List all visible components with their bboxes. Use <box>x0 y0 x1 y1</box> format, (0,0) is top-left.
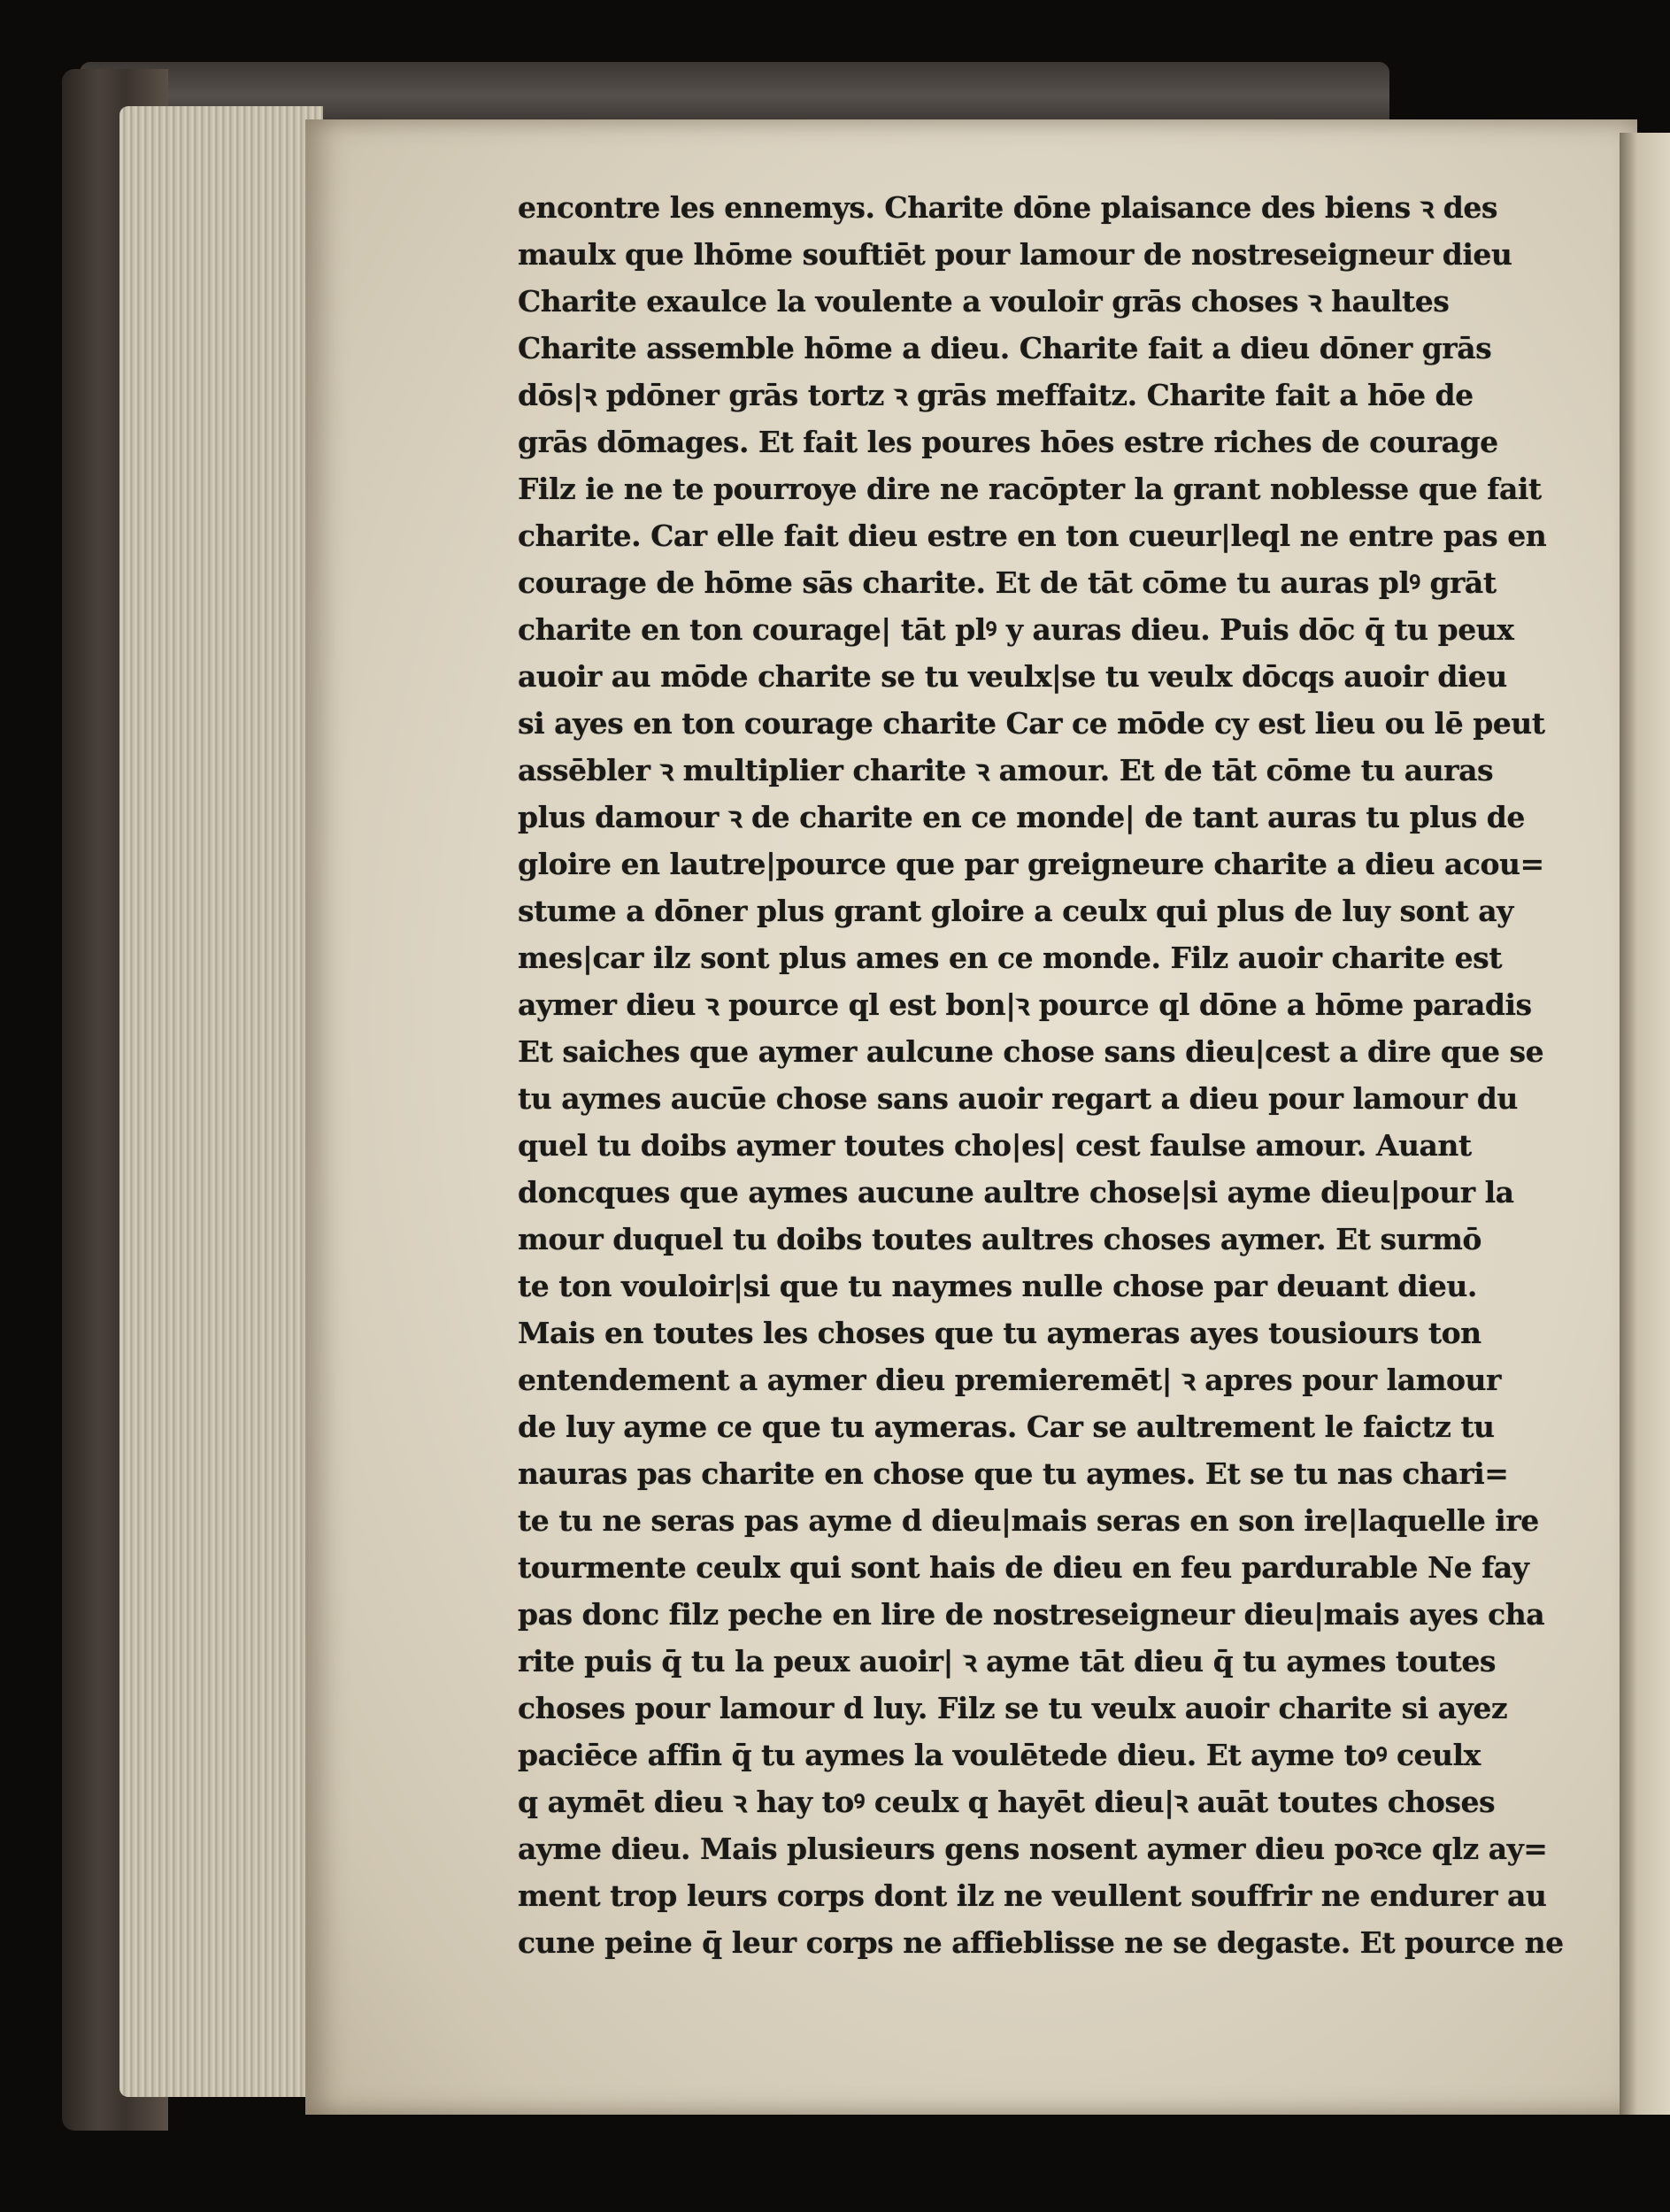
text-line: te tu ne seras pas ayme d dieu|mais seras en son ire|laquelle ire <box>518 1503 1539 1538</box>
text-line: quel tu doibs aymer toutes cho|es| cest faulse amour. Auant <box>518 1128 1472 1163</box>
text-line: charite en ton courage| tāt plꝰ y auras dieu. Puis dōc q̄ tu peux <box>518 612 1514 647</box>
text-line: doncques que aymes aucune aultre chose|si ayme dieu|pour la <box>518 1175 1514 1210</box>
text-line: choses pour lamour d luy. Filz se tu veulx auoir charite si ayez <box>518 1691 1508 1725</box>
text-line: tu aymes aucūe chose sans auoir regart a dieu pour lamour du <box>518 1081 1518 1116</box>
text-line: rite puis q̄ tu la peux auoir| ꝛ ayme tāt dieu q̄ tu aymes toutes <box>518 1644 1496 1678</box>
text-line: courage de hōme sās charite. Et de tāt cōme tu auras plꝰ grāt <box>518 565 1497 600</box>
text-line: Mais en toutes les choses que tu aymeras ayes tousiours ton <box>518 1316 1481 1350</box>
text-line: Charite exaulce la voulente a vouloir grās choses ꝛ haultes <box>518 284 1450 319</box>
text-line: encontre les ennemys. Charite dōne plaisance des biens ꝛ des <box>518 190 1497 225</box>
text-line: maulx que lhōme souftiēt pour lamour de nostreseigneur dieu <box>518 237 1512 272</box>
text-line: Charite assemble hōme a dieu. Charite fait a dieu dōner grās <box>518 331 1492 365</box>
text-line: entendement a aymer dieu premieremēt| ꝛ apres pour lamour <box>518 1363 1501 1397</box>
text-line: ayme dieu. Mais plusieurs gens nosent aymer dieu poꝛce qlz ay= <box>518 1832 1548 1866</box>
text-line: mes|car ilz sont plus ames en ce monde. Filz auoir charite est <box>518 941 1502 975</box>
text-line: cune peine q̄ leur corps ne affieblisse ne se degaste. Et pource ne <box>518 1925 1564 1960</box>
page-text-block <box>518 184 1566 1966</box>
text-line: auoir au mōde charite se tu veulx|se tu veulx dōcqs auoir dieu <box>518 659 1507 694</box>
text-line: paciēce affin q̄ tu aymes la voulētede dieu. Et ayme toꝰ ceulx <box>518 1738 1481 1772</box>
text-line: stume a dōner plus grant gloire a ceulx qui plus de luy sont ay <box>518 894 1513 928</box>
text-line: tourmente ceulx qui sont hais de dieu en feu pardurable Ne fay <box>518 1550 1529 1585</box>
text-line: pas donc filz peche en lire de nostreseigneur dieu|mais ayes cha <box>518 1597 1545 1632</box>
text-line: grās dōmages. Et fait les poures hōes estre riches de courage <box>518 425 1498 459</box>
text-line: Filz ie ne te pourroye dire ne racōpter la grant noblesse que fait <box>518 472 1542 506</box>
text-line: plus damour ꝛ de charite en ce monde| de tant auras tu plus de <box>518 800 1525 834</box>
text-line: assēbler ꝛ multiplier charite ꝛ amour. Et de tāt cōme tu auras <box>518 753 1494 787</box>
text-line: mour duquel tu doibs toutes aultres choses aymer. Et surmō <box>518 1222 1481 1256</box>
text-line: charite. Car elle fait dieu estre en ton cueur|leql ne entre pas en <box>518 518 1547 553</box>
text-line: te ton vouloir|si que tu naymes nulle chose par deuant dieu. <box>518 1269 1477 1303</box>
text-line: si ayes en ton courage charite Car ce mōde cy est lieu ou lē peut <box>518 706 1545 741</box>
text-line: q aymēt dieu ꝛ hay toꝰ ceulx q hayēt dieu|ꝛ auāt toutes choses <box>518 1785 1496 1819</box>
text-line: Et saiches que aymer aulcune chose sans dieu|cest a dire que se <box>518 1034 1544 1069</box>
facing-page-edge <box>1620 133 1670 2115</box>
text-line: dōs|ꝛ pdōner grās tortz ꝛ grās meffaitz. Charite fait a hōe de <box>518 378 1474 412</box>
text-line: nauras pas charite en chose que tu aymes. Et se tu nas chari= <box>518 1456 1509 1491</box>
text-line: aymer dieu ꝛ pource ql est bon|ꝛ pource ql dōne a hōme paradis <box>518 987 1532 1022</box>
text-line: ment trop leurs corps dont ilz ne veullent souffrir ne endurer au <box>518 1878 1547 1913</box>
text-line: gloire en lautre|pource que par greigneure charite a dieu acou= <box>518 847 1544 881</box>
page-edges <box>119 106 323 2097</box>
text-line: de luy ayme ce que tu aymeras. Car se aultrement le faictz tu <box>518 1409 1495 1444</box>
